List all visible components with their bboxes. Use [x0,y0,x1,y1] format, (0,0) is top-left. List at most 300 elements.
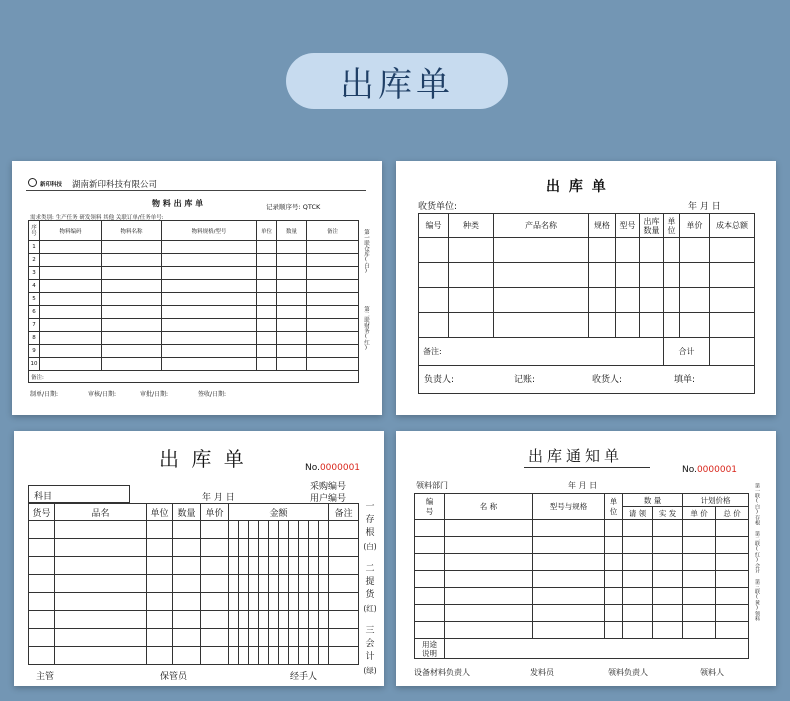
table-cell [249,611,259,629]
table-cell [239,593,249,611]
side-text: 三 [365,626,375,636]
table-cell[interactable] [419,313,449,338]
col-header: 种类 [449,214,494,238]
table-cell [299,593,309,611]
form-out-notice [396,431,776,686]
table-cell[interactable] [307,293,359,306]
table-cell[interactable] [102,241,162,254]
table-cell[interactable] [55,593,147,611]
table-cell[interactable] [494,263,589,288]
table-cell[interactable] [653,537,683,554]
side-text: 提 [365,577,375,587]
table-cell [259,539,269,557]
footer-filler: 填单: [674,375,696,385]
table-cell[interactable] [605,520,623,537]
table-cell[interactable] [307,280,359,293]
table-cell[interactable] [533,537,605,554]
table-cell[interactable] [307,254,359,267]
user-no-label: 用户编号 [310,494,347,504]
table-cell[interactable] [623,520,653,537]
table-cell[interactable] [616,313,640,338]
table-cell[interactable] [710,238,755,263]
table-cell[interactable] [640,313,664,338]
table-cell[interactable] [710,288,755,313]
title-banner [286,53,508,109]
table-cell[interactable] [40,267,102,280]
table-cell[interactable] [162,345,257,358]
table-cell[interactable] [329,611,359,629]
table-row [415,554,749,571]
table-cell[interactable] [40,332,102,345]
table-cell[interactable] [329,647,359,665]
serial-prefix: No. [305,463,320,473]
table-cell[interactable] [616,288,640,313]
table-cell[interactable] [147,611,173,629]
table-cell[interactable] [257,306,277,319]
table-cell[interactable] [162,358,257,371]
table-row [29,521,359,539]
table-cell[interactable] [162,267,257,280]
table-cell[interactable] [640,238,664,263]
footer-receiver: 收货人: [592,375,623,385]
table-cell[interactable] [589,238,616,263]
remark-row [29,371,359,383]
table-cell[interactable] [449,263,494,288]
table-row [29,539,359,557]
table-cell [239,539,249,557]
table-row [29,557,359,575]
col-header: 数 量 [623,494,683,507]
table-cell[interactable] [605,571,623,588]
table-cell[interactable] [683,571,716,588]
table-cell[interactable] [415,520,445,537]
table-cell [269,557,279,575]
side-text: 存 [365,515,375,525]
table-cell[interactable] [29,539,55,557]
table-cell[interactable] [201,593,229,611]
table-cell[interactable] [494,288,589,313]
table-cell[interactable] [29,557,55,575]
table-cell [299,629,309,647]
col-header: 单位 [257,221,277,241]
table-cell[interactable] [419,238,449,263]
table-row [419,288,755,313]
row-number: 2 [29,254,40,267]
table-row [29,332,359,345]
col-header: 计划价格 [683,494,749,507]
row-number: 1 [29,241,40,254]
table-row [419,313,755,338]
table-cell[interactable] [683,520,716,537]
table-cell[interactable] [55,521,147,539]
table-cell[interactable] [277,319,307,332]
col-header: 货号 [29,504,55,521]
table-cell[interactable] [680,288,710,313]
table-cell[interactable] [494,313,589,338]
table-cell[interactable] [683,588,716,605]
table-cell[interactable] [683,537,716,554]
table-cell[interactable] [201,521,229,539]
table-cell[interactable] [623,622,653,639]
table-cell[interactable] [445,622,533,639]
footer-equipment-manager: 设备材料负责人 [414,668,470,677]
table-cell[interactable] [257,267,277,280]
table-cell[interactable] [29,611,55,629]
table-header-row [419,214,755,238]
table-cell[interactable] [307,241,359,254]
table-cell[interactable] [307,306,359,319]
table-cell[interactable] [415,571,445,588]
table-cell[interactable] [277,280,307,293]
table-cell [319,611,329,629]
table-cell[interactable] [307,358,359,371]
remark-label[interactable]: 备注: [419,338,664,366]
table-cell[interactable] [55,575,147,593]
col-header: 成本总额 [710,214,755,238]
col-header: 名 称 [445,494,533,520]
table-cell[interactable] [173,557,201,575]
table-cell[interactable] [449,288,494,313]
col-header: 物料名称 [102,221,162,241]
table-cell[interactable] [55,611,147,629]
table-cell[interactable] [623,554,653,571]
table-cell[interactable] [716,537,749,554]
table-cell[interactable] [162,293,257,306]
footer-supervisor: 主管 [36,672,55,682]
table-cell [309,593,319,611]
table-cell[interactable] [589,288,616,313]
table-cell[interactable] [664,313,680,338]
table-cell [259,593,269,611]
table-cell[interactable] [147,539,173,557]
table-cell[interactable] [40,280,102,293]
col-header: 序号 [29,221,40,241]
table-cell[interactable] [29,647,55,665]
table-cell [269,539,279,557]
footer-bookkeeper: 记账: [514,375,536,385]
table-cell [269,575,279,593]
table-cell[interactable] [653,571,683,588]
table-cell[interactable] [201,557,229,575]
table-cell [279,593,289,611]
table-cell[interactable] [640,288,664,313]
table-cell[interactable] [445,605,533,622]
table-cell[interactable] [533,588,605,605]
table-cell[interactable] [102,254,162,267]
table-cell[interactable] [605,537,623,554]
table-cell[interactable] [605,605,623,622]
table-cell[interactable] [55,539,147,557]
table-cell[interactable] [257,293,277,306]
table-cell [289,611,299,629]
table-cell[interactable] [277,293,307,306]
table-cell[interactable] [710,263,755,288]
table-cell [229,629,239,647]
table-cell[interactable] [329,593,359,611]
table-cell[interactable] [653,520,683,537]
table-cell[interactable] [147,575,173,593]
table-cell [289,557,299,575]
table-cell[interactable] [415,588,445,605]
table-cell [279,539,289,557]
table-row [419,238,755,263]
table-cell[interactable] [640,263,664,288]
table-cell[interactable] [683,554,716,571]
table-cell[interactable] [653,588,683,605]
table-cell [279,521,289,539]
table-cell[interactable] [173,647,201,665]
table-cell [259,575,269,593]
table-cell[interactable] [201,611,229,629]
table-cell[interactable] [445,571,533,588]
table-cell[interactable] [680,238,710,263]
material-table [28,220,359,383]
table-row [29,293,359,306]
table-cell[interactable] [710,313,755,338]
table-cell [259,611,269,629]
table-cell[interactable] [329,575,359,593]
table-cell[interactable] [533,554,605,571]
table-cell [279,575,289,593]
table-cell[interactable] [449,238,494,263]
table-cell[interactable] [102,306,162,319]
table-cell [269,521,279,539]
table-cell[interactable] [173,575,201,593]
logo-icon [28,178,37,187]
table-cell[interactable] [173,611,201,629]
table-cell[interactable] [680,263,710,288]
table-cell[interactable] [102,332,162,345]
table-cell[interactable] [329,539,359,557]
table-cell[interactable] [40,345,102,358]
table-cell[interactable] [201,539,229,557]
table-cell [269,611,279,629]
table-cell[interactable] [257,358,277,371]
table-cell[interactable] [623,537,653,554]
table-cell [249,647,259,665]
table-cell[interactable] [102,280,162,293]
table-cell[interactable] [680,313,710,338]
table-cell [239,521,249,539]
table-cell[interactable] [55,647,147,665]
table-cell[interactable] [664,288,680,313]
table-cell[interactable] [616,263,640,288]
table-cell[interactable] [201,629,229,647]
table-cell[interactable] [55,629,147,647]
table-cell[interactable] [653,554,683,571]
table-cell[interactable] [716,622,749,639]
row-number: 4 [29,280,40,293]
table-cell[interactable] [102,345,162,358]
table-cell [259,557,269,575]
table-cell [319,575,329,593]
table-cell [309,611,319,629]
table-cell[interactable] [201,575,229,593]
table-cell[interactable] [307,332,359,345]
table-cell[interactable] [605,588,623,605]
table-cell[interactable] [162,241,257,254]
table-cell[interactable] [494,238,589,263]
table-cell[interactable] [307,267,359,280]
table-cell[interactable] [162,306,257,319]
table-cell[interactable] [147,521,173,539]
table-cell[interactable] [147,557,173,575]
table-cell[interactable] [664,263,680,288]
table-cell[interactable] [445,588,533,605]
col-header: 单位 [664,214,680,238]
table-cell[interactable] [307,319,359,332]
table-cell[interactable] [29,593,55,611]
table-cell[interactable] [329,629,359,647]
table-cell[interactable] [102,319,162,332]
table-cell[interactable] [623,588,653,605]
table-cell[interactable] [716,554,749,571]
table-cell [239,611,249,629]
table-cell[interactable] [40,293,102,306]
table-cell[interactable] [623,605,653,622]
table-cell[interactable] [173,593,201,611]
table-cell[interactable] [277,241,307,254]
table-cell[interactable] [147,629,173,647]
table-cell[interactable] [257,332,277,345]
col-header: 单 价 [683,507,716,520]
table-cell[interactable] [419,263,449,288]
table-cell[interactable] [415,622,445,639]
table-cell[interactable] [147,647,173,665]
table-cell[interactable] [589,313,616,338]
table-cell[interactable] [173,539,201,557]
table-cell [309,521,319,539]
side-copy-labels: 第一联(白)存根 第二联(红)会计 第三联(黄)领料 [754,483,760,621]
table-cell [299,611,309,629]
form-title: 出库通知单 [528,445,623,468]
table-cell[interactable] [533,605,605,622]
side-copy-2: 第二联财务(红) [363,306,369,351]
table-cell[interactable] [589,263,616,288]
table-cell[interactable] [257,280,277,293]
table-cell[interactable] [102,293,162,306]
table-cell[interactable] [445,639,749,659]
table-cell[interactable] [716,571,749,588]
table-cell [419,366,755,394]
serial-value: 0000001 [696,465,738,475]
table-cell[interactable] [533,622,605,639]
table-cell[interactable] [445,520,533,537]
table-cell[interactable] [277,332,307,345]
table-cell[interactable] [162,319,257,332]
table-cell[interactable] [102,358,162,371]
table-cell[interactable] [419,288,449,313]
table-row [415,605,749,622]
table-cell[interactable] [653,622,683,639]
footer-keeper: 保管员 [160,672,188,682]
table-cell[interactable] [415,605,445,622]
table-cell[interactable] [449,313,494,338]
footer-signer: 签收/日期: [198,391,227,398]
table-cell[interactable] [40,306,102,319]
table-cell[interactable] [415,537,445,554]
table-cell[interactable] [664,238,680,263]
col-header: 编号 [419,214,449,238]
table-cell[interactable] [102,267,162,280]
table-cell[interactable] [277,267,307,280]
table-cell[interactable] [257,345,277,358]
table-cell[interactable] [710,338,755,366]
table-cell[interactable] [683,622,716,639]
table-cell[interactable] [162,280,257,293]
serial-number [682,465,737,475]
table-cell[interactable] [29,629,55,647]
table-cell[interactable] [40,319,102,332]
table-cell[interactable] [445,554,533,571]
table-cell[interactable] [445,537,533,554]
table-cell[interactable] [307,345,359,358]
row-number: 3 [29,267,40,280]
table-cell[interactable] [29,521,55,539]
notice-table [414,493,749,659]
side-text: (白) [363,542,377,551]
side-text: 根 [365,528,375,538]
table-cell[interactable] [716,605,749,622]
table-cell[interactable] [623,571,653,588]
table-cell[interactable] [29,575,55,593]
table-cell[interactable] [277,345,307,358]
col-header: 数量 [173,504,201,521]
table-cell[interactable] [277,254,307,267]
table-cell[interactable] [40,241,102,254]
table-cell[interactable] [683,605,716,622]
table-cell[interactable] [533,520,605,537]
table-cell[interactable] [162,254,257,267]
row-number: 7 [29,319,40,332]
table-cell[interactable] [257,319,277,332]
table-cell[interactable] [173,521,201,539]
table-cell[interactable] [173,629,201,647]
table-cell[interactable] [616,238,640,263]
table-cell[interactable] [40,254,102,267]
table-cell[interactable] [329,557,359,575]
table-cell[interactable] [147,593,173,611]
table-cell [309,575,319,593]
table-cell[interactable] [277,358,307,371]
table-cell[interactable] [716,520,749,537]
table-cell [299,521,309,539]
table-cell[interactable] [257,241,277,254]
table-cell[interactable] [40,358,102,371]
form-out-amount [14,431,384,686]
table-cell[interactable] [605,622,623,639]
table-cell[interactable] [257,254,277,267]
col-header: 出库数量 [640,214,664,238]
table-cell[interactable] [55,557,147,575]
table-cell [319,647,329,665]
col-header: 规格 [589,214,616,238]
usage-row [415,639,749,659]
table-cell[interactable] [277,306,307,319]
table-cell[interactable] [716,588,749,605]
table-cell[interactable] [605,554,623,571]
request-type: 需求类别: 生产任务 研发领料 其他 关联订单/任务单号: [30,215,164,221]
table-cell[interactable] [653,605,683,622]
table-cell [229,647,239,665]
table-cell[interactable] [162,332,257,345]
table-cell [249,521,259,539]
remark-label[interactable]: 备注: [29,371,359,383]
table-cell[interactable] [415,554,445,571]
table-cell[interactable] [201,647,229,665]
table-cell[interactable] [329,521,359,539]
table-cell[interactable] [533,571,605,588]
